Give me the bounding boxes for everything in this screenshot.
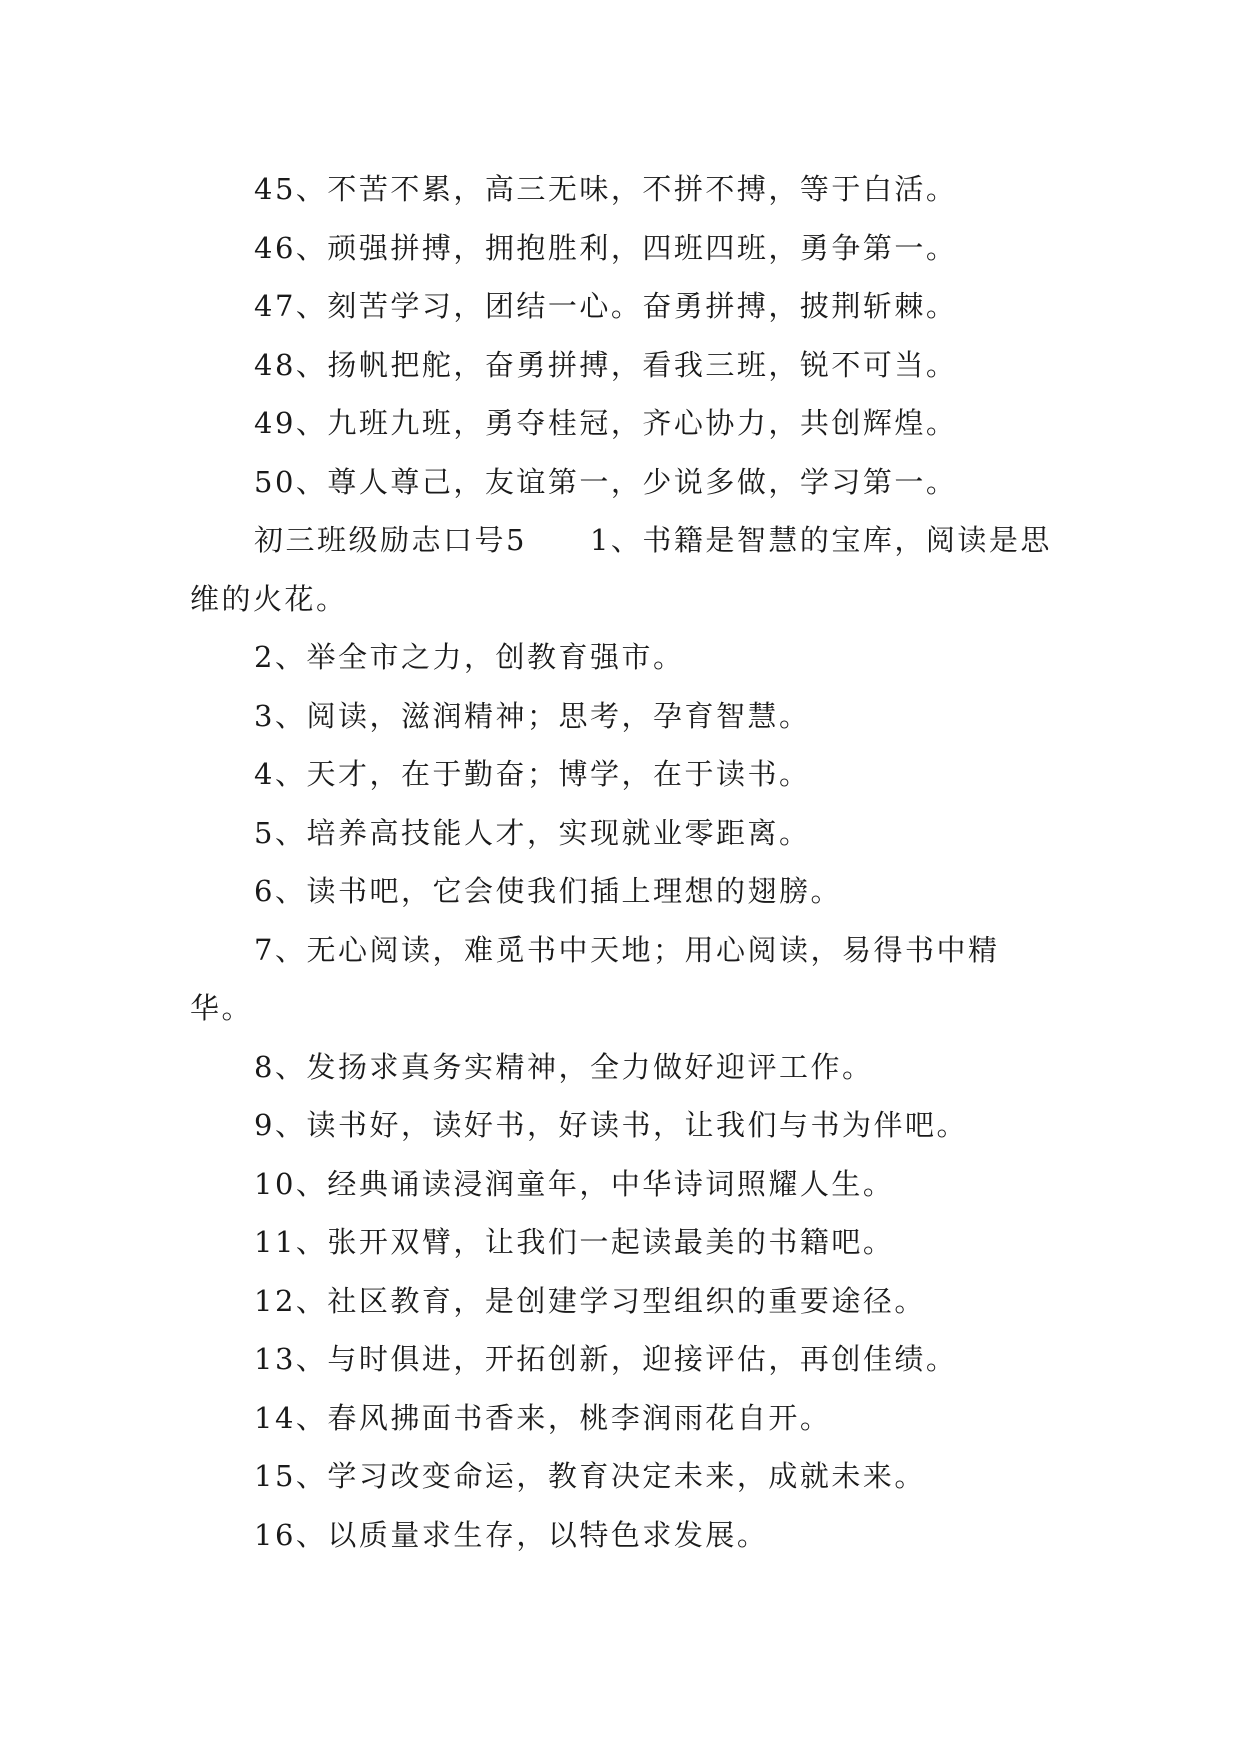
slogan-13: 13、与时俱进，开拓创新，迎接评估，再创佳绩。 [254,1342,958,1376]
slogan-6: 6、读书吧，它会使我们插上理想的翅膀。 [254,874,842,908]
slogan-15: 15、学习改变命运，教育决定未来，成就未来。 [254,1459,926,1493]
slogan-10: 10、经典诵读浸润童年，中华诗词照耀人生。 [254,1166,895,1201]
section-heading-slogan-1: 初三班级励志口号5 1、书籍是智慧的宝库，阅读是思维的火花。 [190,523,1052,616]
slogan-46: 46、顽强拼搏，拥抱胜利，四班四班，勇争第一。 [254,230,958,265]
slogan-50: 50、尊人尊己，友谊第一，少说多做，学习第一。 [254,464,958,499]
slogan-49: 49、九班九班，勇夺桂冠，齐心协力，共创辉煌。 [254,406,958,440]
slogan-8: 8、发扬求真务实精神，全力做好迎评工作。 [254,1049,874,1084]
slogan-7: 7、无心阅读，难觅书中天地；用心阅读，易得书中精华。 [190,932,1000,1025]
slogan-47: 47、刻苦学习，团结一心。奋勇拼搏，披荆斩棘。 [254,289,958,323]
slogan-11: 11、张开双臂，让我们一起读最美的书籍吧。 [254,1225,895,1259]
slogan-4: 4、天才，在于勤奋；博学，在于读书。 [254,757,811,791]
slogan-14: 14、春风拂面书香来，桃李润雨花自开。 [254,1400,832,1435]
slogan-9: 9、读书好，读好书，好读书，让我们与书为伴吧。 [254,1108,968,1142]
slogan-2: 2、举全市之力，创教育强市。 [254,640,685,674]
slogan-48: 48、扬帆把舵，奋勇拼搏，看我三班，锐不可当。 [254,347,958,382]
slogan-45: 45、不苦不累，高三无味，不拼不搏，等于白活。 [254,172,958,206]
slogan-5: 5、培养高技能人才，实现就业零距离。 [254,815,811,850]
document-body [190,160,1060,1564]
slogan-3: 3、阅读，滋润精神；思考，孕育智慧。 [254,698,811,733]
slogan-16: 16、以质量求生存，以特色求发展。 [254,1517,769,1552]
slogan-12: 12、社区教育，是创建学习型组织的重要途径。 [254,1283,926,1318]
